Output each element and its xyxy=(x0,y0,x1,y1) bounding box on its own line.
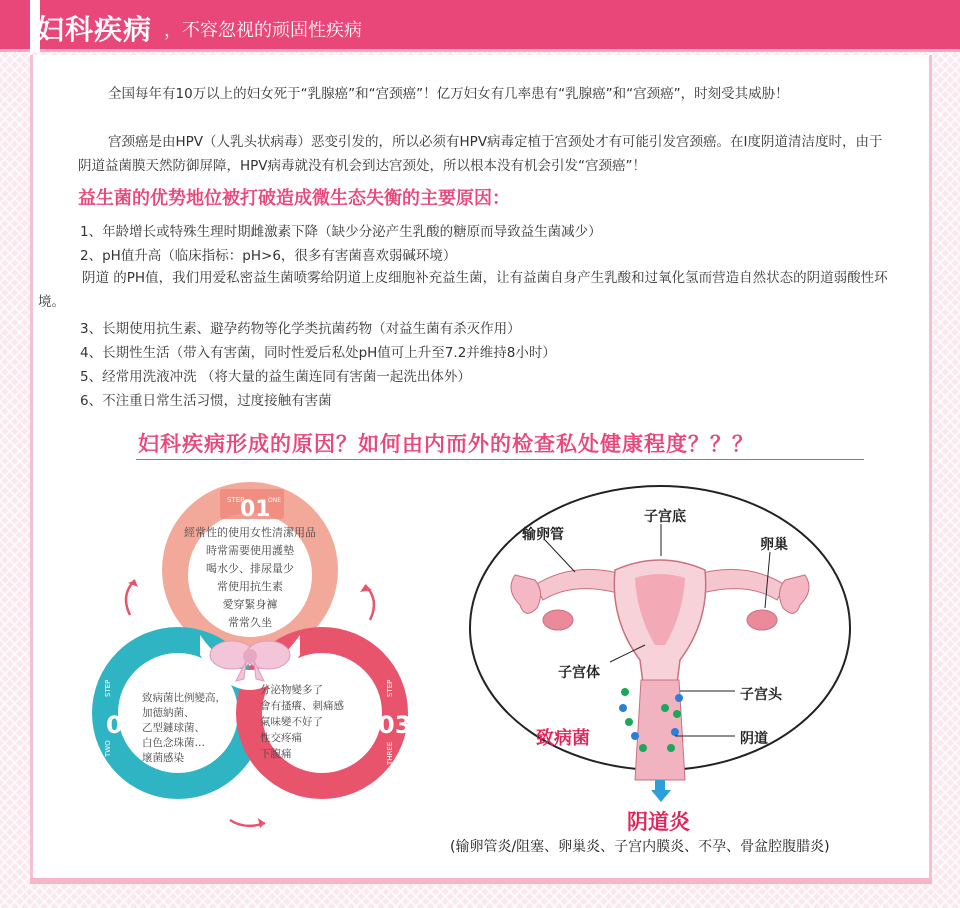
label-pathogen: 致病菌 xyxy=(536,728,590,749)
step2-line-3: 乙型鏈球菌、 xyxy=(142,722,205,734)
step3-line-1: 分泌物變多了 xyxy=(260,684,323,696)
cycle-arrow-right-icon xyxy=(360,585,374,620)
header-bar xyxy=(0,0,960,52)
step1-badge-word: ONE xyxy=(268,497,282,504)
step1-badge-step: STEP xyxy=(227,496,245,504)
down-arrow-head-icon xyxy=(651,790,671,802)
intro-paragraph-1: 全国每年有10万以上的妇女死于“乳腺癌”和“宫颈癌”！亿万妇女有几率患有“乳腺癌”和“宫颈癌”，时刻受其威胁！ xyxy=(108,86,789,102)
step2-line-2: 加德納菌、 xyxy=(142,707,195,719)
question-underline xyxy=(136,459,864,460)
step3-line-3: 氣味變不好了 xyxy=(260,716,323,728)
step2-line-1: 致病菌比例變高， xyxy=(142,692,226,704)
step3-line-5: 下腹痛 xyxy=(260,748,292,760)
reason-item-1: 1、年龄增长或特殊生理时期雌激素下降（缺少分泌产生乳酸的糖原而导致益生菌减少） xyxy=(80,224,602,240)
label-tube: 输卵管 xyxy=(522,527,564,543)
reason-item-4: 4、长期性生活（带入有害菌，同时性爱后私处pH值可上升至7.2并维持8小时） xyxy=(80,345,556,361)
reason-item-5: 5、经常用洗液冲洗 （将大量的益生菌连同有害菌一起洗出体外） xyxy=(80,369,471,385)
step3-badge-word: THREE xyxy=(386,741,394,765)
cycle-arrow-bottom-icon xyxy=(230,818,265,828)
step1-line-1: 經常性的使用女性清潔用品 xyxy=(184,526,316,539)
label-fundus: 子宫底 xyxy=(644,509,686,525)
left-ovary xyxy=(543,610,573,630)
question-title: 妇科疾病形成的原因？如何由内而外的检查私处健康程度？？？ xyxy=(138,432,754,456)
step2-badge-word: TWO xyxy=(104,740,112,757)
vaginitis-complications: (输卵管炎/阻塞、卵巢炎、子宫内膜炎、不孕、骨盆腔腹腊炎) xyxy=(450,839,830,855)
right-ovary xyxy=(747,610,777,630)
reason-item-6: 6、不注重日常生活习惯，过度接触有害菌 xyxy=(80,393,332,409)
label-body: 子宫体 xyxy=(558,665,600,681)
cycle-diagram xyxy=(80,475,420,845)
down-arrow-icon xyxy=(655,780,665,790)
reason-note: 阴道 的PH值，我们用爱私密益生菌喷雾给阴道上皮细胞补充益生菌，让有益菌自身产生乳酸和过氧化氢而营造自然状态的阴道弱酸性环境。 xyxy=(38,270,888,310)
reason-item-2: 2、pH值升高（临床指标：pH>6，很多有害菌喜欢弱碱环境） xyxy=(80,248,457,264)
label-vagina: 阴道 xyxy=(740,731,768,747)
step1-line-2: 時常需要使用護墊 xyxy=(206,544,294,557)
step3-line-2: 會有搔癢、刺痛感 xyxy=(260,700,344,712)
step2-line-4: 白色念珠菌… xyxy=(142,737,205,749)
step1-badge-num: 01 xyxy=(240,497,271,522)
vaginitis-title: 阴道炎 xyxy=(627,810,690,834)
header-subtitle: ，不容忽视的顽固性疾病 xyxy=(164,20,362,41)
step1-line-4: 常使用抗生素 xyxy=(217,580,283,593)
bottom-bar xyxy=(30,878,932,884)
label-cervix: 子宫头 xyxy=(740,687,782,703)
step3-badge-step: STEP xyxy=(386,679,394,697)
step2-badge-step: STEP xyxy=(104,679,112,697)
cycle-arrow-left-icon xyxy=(126,580,138,615)
step3-badge-num: 03 xyxy=(378,711,412,739)
step1-line-6: 常常久坐 xyxy=(228,616,272,629)
step1-line-5: 愛穿緊身褲 xyxy=(222,598,278,611)
intro-paragraph-2: 宫颈癌是由HPV（人乳头状病毒）恶变引发的，所以必须有HPV病毒定植于宫颈处才有可能引发宫颈癌。在Ⅰ度阴道清洁度时，由于阴道益菌膜天然防御屏障，HPV病毒就没有机会到达宫颈处，所以根本没有机会引发“宫颈癌”！ xyxy=(78,134,883,174)
header-title: 妇科疾病 xyxy=(36,13,153,46)
step2-line-5: 壞菌感染 xyxy=(142,752,184,764)
reasons-heading: 益生菌的优势地位被打破造成微生态失衡的主要原因： xyxy=(78,188,510,209)
reason-item-3: 3、长期使用抗生素、避孕药物等化学类抗菌药物（对益生菌有杀灭作用） xyxy=(80,321,521,337)
step1-line-3: 喝水少、排尿量少 xyxy=(206,562,294,575)
label-ovary: 卵巢 xyxy=(760,537,788,553)
step3-line-4: 性交疼痛 xyxy=(260,732,302,744)
step2-badge-num: 02 xyxy=(106,711,140,739)
